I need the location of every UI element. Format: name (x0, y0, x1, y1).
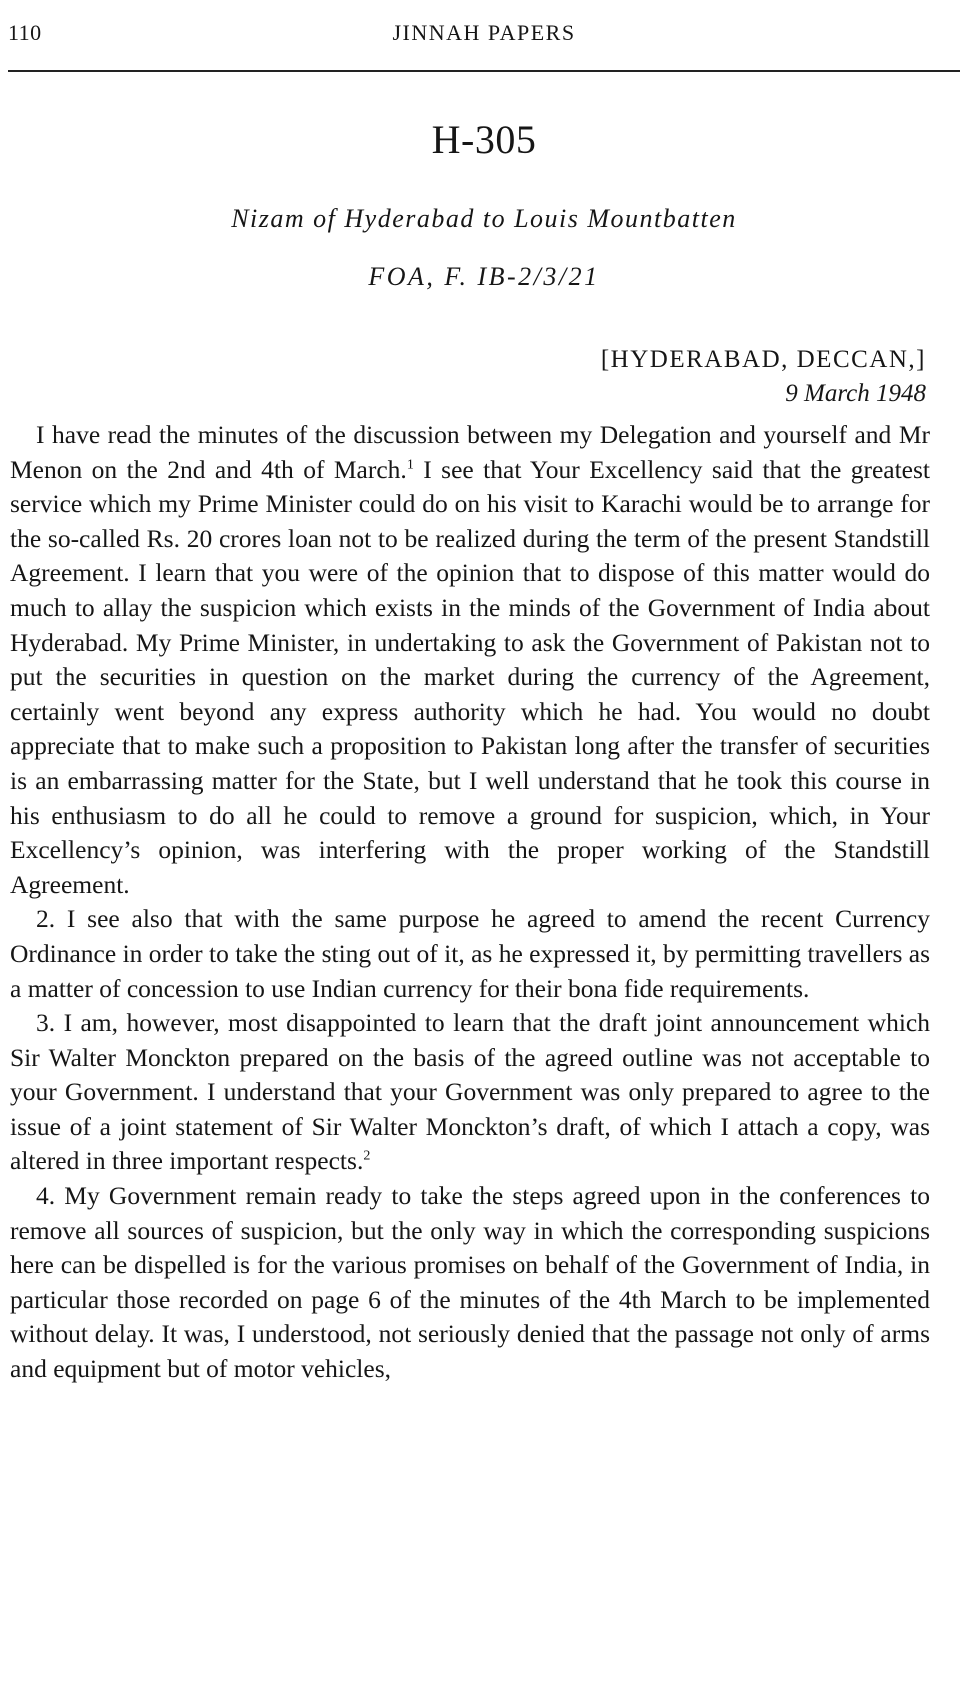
letter-date: 9 March 1948 (785, 380, 926, 407)
letter-body (10, 418, 930, 1387)
paragraph-text-continued: I see that Your Excellency said that the greatest service which my Prime Minister could do on his visit to Karachi would be to arrange for the so-called Rs. 20 crores loan not to be realized during the term of the present Standstill Agreement. I learn that you were of the opinion that to dispose of this matter would do much to allay the suspicion which exists in the minds of the Government of India about Hyderabad. My Prime Minister, in undertaking to ask the Government of Pakistan not to put the securities in question on the market during the currency of the Agreement, certainly went beyond any express authority which he had. You would no doubt appreciate that to make such a proposition to Pakistan long after the transfer of securities is an embarrassing matter for the State, but I well understand that he took this course in his enthusiasm to do all he could to remove a ground for suspicion, which, in Your Excellency’s opinion, was interfering with the proper working of the Standstill Agreement. (10, 454, 930, 899)
document-reference: FOA, F. IB-2/3/21 (368, 262, 600, 291)
running-title: JINNAH PAPERS (392, 20, 576, 45)
paragraph-1 (10, 418, 930, 902)
document-subtitle: Nizam of Hyderabad to Louis Mountbatten (231, 204, 737, 233)
paragraph-3 (10, 1006, 930, 1179)
header-rule (8, 70, 960, 72)
paragraph-4 (10, 1179, 930, 1387)
footnote-marker: 1 (406, 457, 414, 473)
page-number: 110 (8, 20, 42, 45)
document-number: H-305 (431, 117, 537, 162)
paragraph-text: I have read the minutes of the discussion between my Delegation and yourself and Mr Menon on the 2nd and 4th of March. (10, 420, 930, 484)
paragraph-text: 4. My Government remain ready to take the steps agreed upon in the conferences to remove all sources of suspicion, but the only way in which the corresponding suspicions here can be dispelled is for the various promises on behalf of the Government of India, in particular those recorded on page 6 of the minutes of the 4th March to be implemented without delay. It was, I understood, not seriously denied that the passage not only of arms and equipment but of motor vehicles, (10, 1181, 930, 1384)
footnote-marker: 2 (363, 1148, 371, 1164)
paragraph-text: 2. I see also that with the same purpose he agreed to amend the recent Currency Ordinance in order to take the sting out of it, as he expressed it, by permitting travellers as a matter of concession to use Indian currency for their bona fide requirements. (10, 904, 930, 1003)
running-head (0, 18, 968, 50)
paragraph-2 (10, 902, 930, 1006)
paragraph-text: 3. I am, however, most disappointed to learn that the draft joint announcement which Sir Walter Monckton prepared on the basis of the agreed outline was not acceptable to your Government. I understand that your Government was only prepared to agree to the issue of a joint statement of Sir Walter Monckton’s draft, of which I attach a copy, was altered in three important respects. (10, 1008, 930, 1176)
sender-place: [HYDERABAD, DECCAN,] (600, 346, 926, 373)
